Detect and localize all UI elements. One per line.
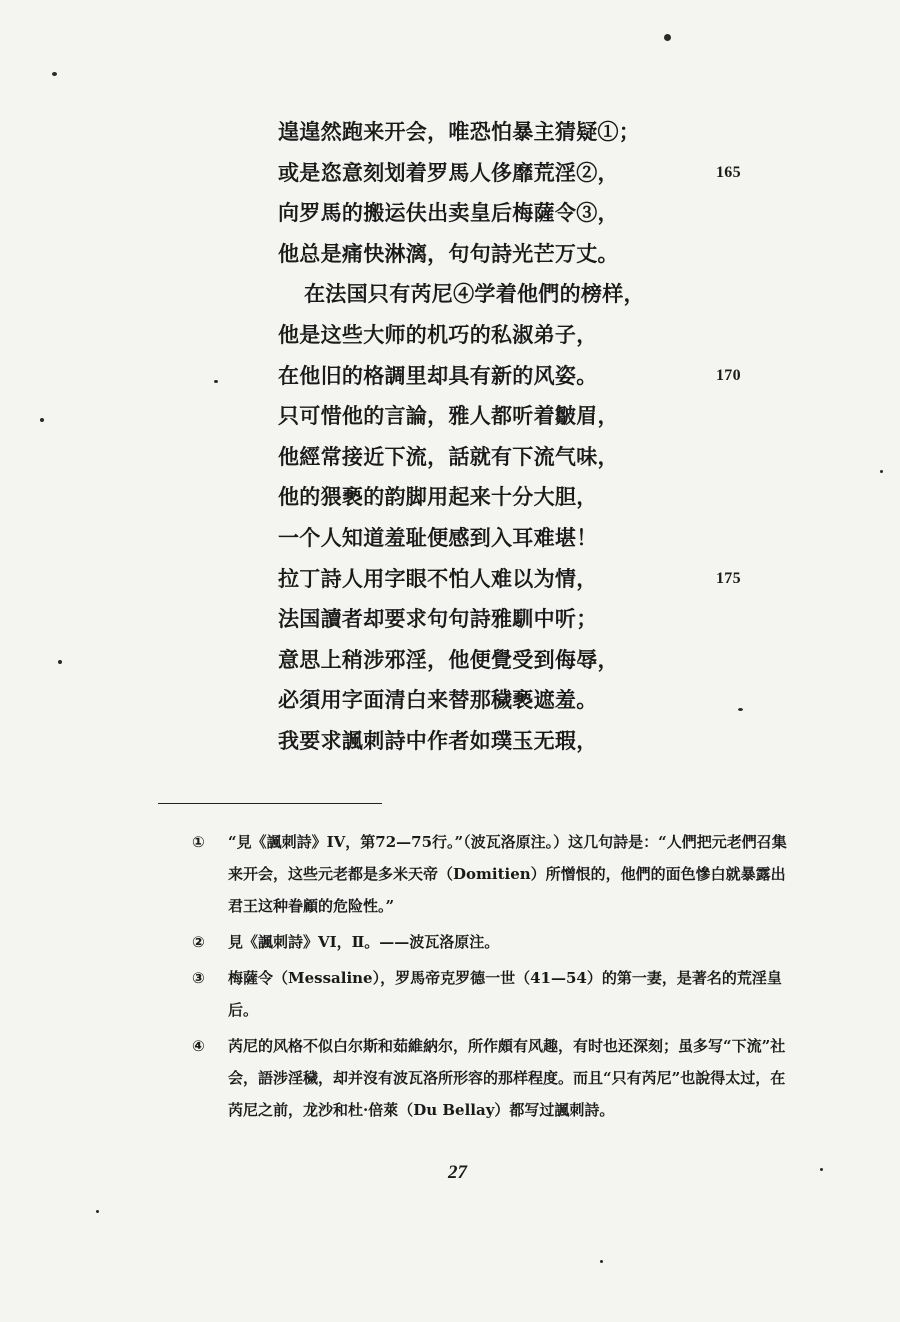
scan-speck <box>58 660 62 664</box>
verse-line: 他总是痛快淋漓，句句詩光芒万丈。 <box>278 240 619 266</box>
footnote-marker: ② <box>192 933 205 951</box>
footnote <box>192 826 792 922</box>
verse-line: 拉丁詩人用字眼不怕人难以为情， 175 <box>278 559 798 600</box>
verse-line: 向罗馬的搬运伕出卖皇后梅薩令③， <box>278 200 619 226</box>
scan-speck <box>664 34 671 41</box>
scan-speck <box>40 418 44 422</box>
footnote-text: “見《諷刺詩》IV，第72—75行。”（波瓦洛原注。）这几句詩是：“人們把元老們召集来开会，这些元老都是多米天帝（Domitien）所憎恨的，他們的面色慘白就暴露出君王这种眷顧的危险性。” <box>228 833 787 915</box>
footnote-marker: ① <box>192 833 205 851</box>
scan-speck <box>600 1260 603 1263</box>
line-number: 175 <box>716 569 741 587</box>
verse-line: 一个人知道羞耻便感到入耳难堪！ <box>278 524 598 550</box>
verse-line: 遑遑然跑来开会，唯恐怕暴主猜疑①； <box>278 119 641 144</box>
verse-line: 在他旧的格調里却具有新的风姿。 170 <box>278 356 798 397</box>
verse-line: 只可惜他的言論，雅人都听着皺眉， <box>278 403 619 429</box>
footnotes <box>192 826 792 1130</box>
verse-line: 法国讀者却要求句句詩雅馴中听； <box>278 606 598 632</box>
footnote <box>192 962 792 1026</box>
scan-speck <box>880 470 883 473</box>
footnote <box>192 1030 792 1126</box>
footnote-divider <box>158 803 382 804</box>
footnote-text: 梅薩令（Messaline），罗馬帝克罗德一世（41—54）的第一妻，是著名的荒淫皇后。 <box>228 969 782 1019</box>
scan-speck <box>820 1168 823 1171</box>
footnote-text: 見《諷刺詩》VI，Ⅱ。——波瓦洛原注。 <box>228 933 500 951</box>
verse-block <box>278 112 798 762</box>
line-number: 165 <box>716 163 741 181</box>
line-number: 170 <box>716 366 741 384</box>
verse-line: 他的猥褻的韵脚用起来十分大胆， <box>278 484 598 510</box>
verse-line: 我要求諷刺詩中作者如璞玉无瑕， <box>278 727 598 753</box>
footnote-marker: ④ <box>192 1037 205 1055</box>
footnote-text: 芮尼的风格不似白尔斯和茹維納尔，所作頗有风趣，有时也还深刻；虽多写“下流”社会，語涉淫穢，却并沒有波瓦洛所形容的那样程度。而且“只有芮尼”也說得太过，在芮尼之前，龙沙和杜·倍萊（Du Bellay）都写过諷刺詩。 <box>228 1037 786 1119</box>
scan-speck <box>214 380 218 383</box>
verse-line: 他經常接近下流，話就有下流气味， <box>278 443 619 469</box>
verse-line: 他是这些大师的机巧的私淑弟子， <box>278 321 598 347</box>
verse-line: 或是恣意刻划着罗馬人侈靡荒淫②， 165 <box>278 153 798 194</box>
page-number: 27 <box>448 1162 467 1183</box>
footnote-marker: ③ <box>192 969 205 987</box>
verse-line: 在法国只有芮尼④学着他們的榜样， <box>304 281 645 307</box>
verse-line: 必須用字面清白来替那穢褻遮羞。 <box>278 687 598 713</box>
scan-speck <box>738 708 743 711</box>
scan-speck <box>52 72 57 76</box>
scan-speck <box>96 1210 99 1213</box>
footnote <box>192 926 792 958</box>
verse-line: 意思上稍涉邪淫，他便覺受到侮辱， <box>278 646 619 672</box>
